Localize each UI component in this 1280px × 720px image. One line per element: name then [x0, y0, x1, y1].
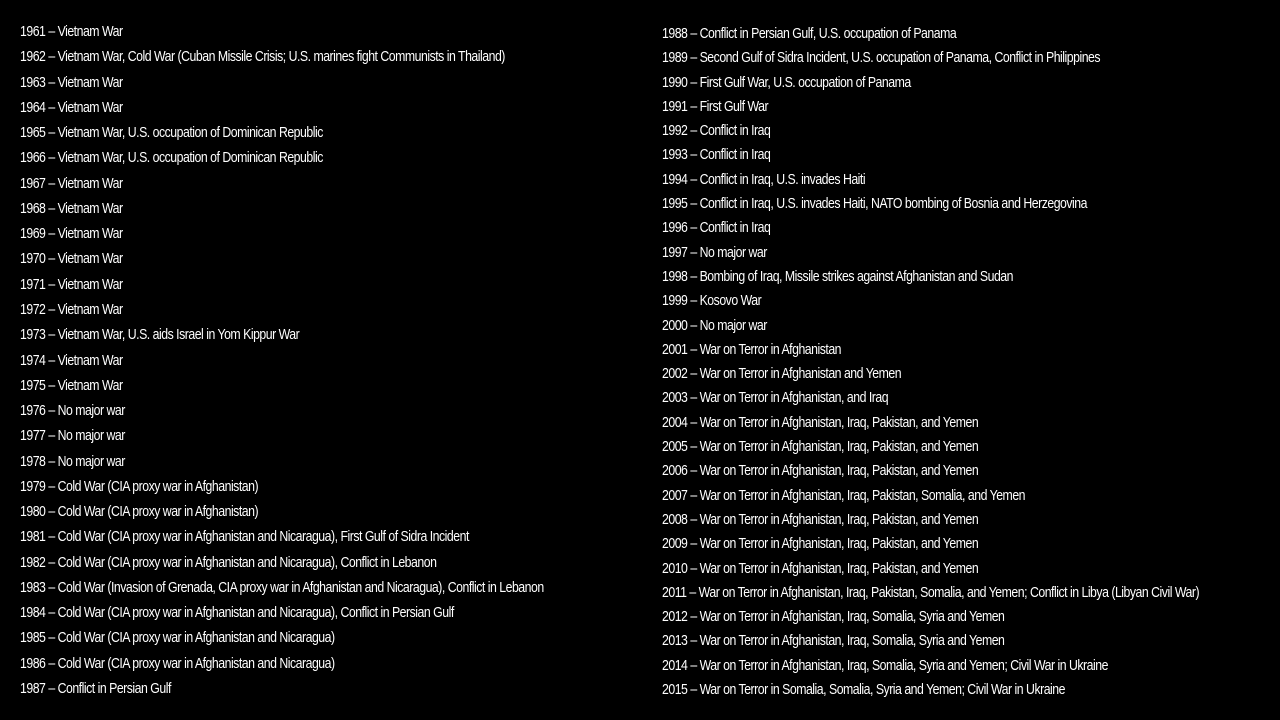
timeline-entry: 1973 – Vietnam War, U.S. aids Israel in Yom Kippur War: [20, 326, 300, 344]
timeline-entry: 2008 – War on Terror in Afghanistan, Iraq, Pakistan, and Yemen: [662, 510, 979, 528]
timeline-entry: 1974 – Vietnam War: [20, 351, 123, 369]
timeline-entry: 2011 – War on Terror in Afghanistan, Iraq, Pakistan, Somalia, and Yemen; Conflict in Libya (Libyan Civil War): [662, 583, 1200, 601]
timeline-entry: 2015 – War on Terror in Somalia, Somalia, Syria and Yemen; Civil War in Ukraine: [662, 681, 1065, 698]
timeline-entry: 2002 – War on Terror in Afghanistan and Yemen: [662, 365, 902, 383]
timeline-entry: 1993 – Conflict in Iraq: [662, 146, 771, 164]
timeline-entry: 1971 – Vietnam War: [20, 275, 123, 293]
timeline-entry: 1998 – Bombing of Iraq, Missile strikes against Afghanistan and Sudan: [662, 267, 1014, 285]
timeline-entry: 1990 – First Gulf War, U.S. occupation of Panama: [662, 73, 911, 91]
timeline-entry: 1968 – Vietnam War: [20, 199, 123, 217]
timeline-entry: 1966 – Vietnam War, U.S. occupation of Dominican Republic: [20, 149, 323, 167]
timeline-entry: 2001 – War on Terror in Afghanistan: [662, 340, 842, 358]
timeline-entry: 1962 – Vietnam War, Cold War (Cuban Missile Crisis; U.S. marines fight Communists in Thailand): [20, 48, 505, 66]
timeline-entry: 2014 – War on Terror in Afghanistan, Iraq, Somalia, Syria and Yemen; Civil War in Ukraine: [662, 656, 1108, 674]
timeline-entry: 1979 – Cold War (CIA proxy war in Afghanistan): [20, 477, 259, 495]
timeline-entry: 1976 – No major war: [20, 402, 125, 420]
timeline-entry: 2006 – War on Terror in Afghanistan, Iraq, Pakistan, and Yemen: [662, 462, 979, 480]
timeline-entry: 1985 – Cold War (CIA proxy war in Afghanistan and Nicaragua): [20, 629, 335, 647]
timeline-entry: 2009 – War on Terror in Afghanistan, Iraq, Pakistan, and Yemen: [662, 535, 979, 553]
timeline-entry: 1963 – Vietnam War: [20, 73, 123, 91]
timeline-entry: 1997 – No major war: [662, 243, 767, 261]
timeline-entry: 1995 – Conflict in Iraq, U.S. invades Haiti, NATO bombing of Bosnia and Herzegovina: [662, 195, 1088, 213]
timeline-entry: 1981 – Cold War (CIA proxy war in Afghanistan and Nicaragua), First Gulf of Sidra Incident: [20, 528, 469, 546]
timeline-entry: 1961 – Vietnam War: [20, 23, 123, 40]
timeline-entry: 1986 – Cold War (CIA proxy war in Afghanistan and Nicaragua): [20, 654, 335, 672]
timeline-entry: 1983 – Cold War (Invasion of Grenada, CIA proxy war in Afghanistan and Nicaragua), Conflict in Lebanon: [20, 578, 544, 596]
timeline-entry: 2007 – War on Terror in Afghanistan, Iraq, Pakistan, Somalia, and Yemen: [662, 486, 1026, 504]
timeline-entry: 2000 – No major war: [662, 316, 767, 334]
timeline-entry: 1975 – Vietnam War: [20, 376, 123, 394]
timeline-entry: 2005 – War on Terror in Afghanistan, Iraq, Pakistan, and Yemen: [662, 438, 979, 456]
timeline-entry: 1984 – Cold War (CIA proxy war in Afghanistan and Nicaragua), Conflict in Persian Gulf: [20, 604, 454, 622]
timeline-entry: 1994 – Conflict in Iraq, U.S. invades Haiti: [662, 170, 866, 188]
timeline-entry: 1967 – Vietnam War: [20, 174, 123, 192]
timeline-entry: 2010 – War on Terror in Afghanistan, Iraq, Pakistan, and Yemen: [662, 559, 979, 577]
timeline-entry: 1969 – Vietnam War: [20, 225, 123, 243]
timeline-entry: 1964 – Vietnam War: [20, 98, 123, 116]
timeline-entry: 1965 – Vietnam War, U.S. occupation of Dominican Republic: [20, 124, 323, 142]
timeline-entry: 2012 – War on Terror in Afghanistan, Iraq, Somalia, Syria and Yemen: [662, 608, 1005, 626]
timeline-entry: 1970 – Vietnam War: [20, 250, 123, 268]
timeline-entry: 1989 – Second Gulf of Sidra Incident, U.S. occupation of Panama, Conflict in Philippines: [662, 49, 1101, 67]
timeline-entry: 1982 – Cold War (CIA proxy war in Afghanistan and Nicaragua), Conflict in Lebanon: [20, 553, 437, 571]
timeline-entry: 1988 – Conflict in Persian Gulf, U.S. occupation of Panama: [662, 25, 957, 42]
timeline-entry: 2004 – War on Terror in Afghanistan, Iraq, Pakistan, and Yemen: [662, 413, 979, 431]
timeline-entry: 2003 – War on Terror in Afghanistan, and Iraq: [662, 389, 889, 407]
timeline-entry: 1977 – No major war: [20, 427, 125, 445]
timeline-entry: 1978 – No major war: [20, 452, 125, 470]
timeline-entry: 1999 – Kosovo War: [662, 292, 762, 310]
timeline-entry: 1992 – Conflict in Iraq: [662, 122, 771, 140]
timeline-entry: 1987 – Conflict in Persian Gulf: [20, 680, 171, 697]
timeline-entry: 1996 – Conflict in Iraq: [662, 219, 771, 237]
timeline-entry: 1991 – First Gulf War: [662, 97, 769, 115]
timeline-entry: 1972 – Vietnam War: [20, 300, 123, 318]
timeline-entry: 2013 – War on Terror in Afghanistan, Iraq, Somalia, Syria and Yemen: [662, 632, 1005, 650]
timeline-entry: 1980 – Cold War (CIA proxy war in Afghanistan): [20, 503, 259, 521]
